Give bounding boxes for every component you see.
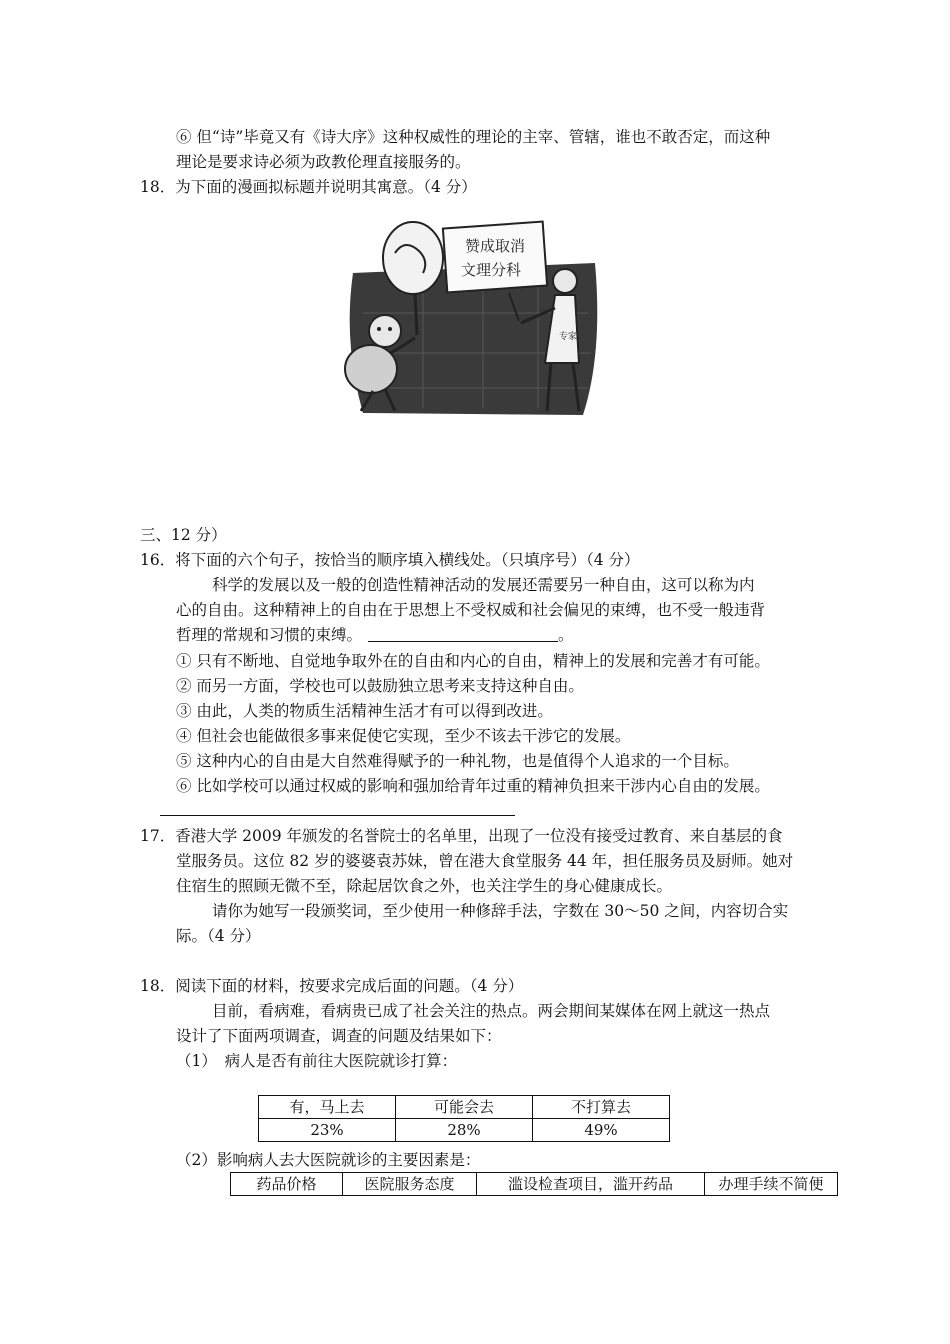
question-number: 16． [140, 551, 176, 569]
q16-item-4: ④ 但社会也能做很多事来促使它实现，至少不该去干涉它的发展。 [176, 727, 631, 745]
q16-item-5: ⑤ 这种内心的自由是大自然难得赋予的一种礼物，也是值得个人追求的一个目标。 [176, 752, 739, 770]
sign-text-line2: 文理分科 [461, 261, 522, 279]
question-number: 18． [140, 178, 176, 196]
table-row [231, 1173, 838, 1196]
survey-2-table [230, 1172, 838, 1196]
question-prompt: 将下面的六个句子，按恰当的顺序填入横线处。（只填序号）（4 分） [175, 551, 640, 569]
q16-item-6: ⑥ 比如学校可以通过权威的影响和强加给青年过重的精神负担来干涉内心自由的发展。 [176, 777, 770, 795]
expert-badge-text: 专家 [559, 332, 578, 342]
table-cell: 49% [533, 1119, 670, 1142]
table-cell: 办理手续不简便 [705, 1173, 838, 1196]
cartoon-illustration [333, 203, 608, 423]
survey-1-label: （1） 病人是否有前往大医院就诊打算： [176, 1052, 458, 1070]
q17-line5: 际。（4 分） [176, 927, 261, 945]
question-number: 17． [140, 827, 176, 845]
end-mark: 。 [558, 626, 574, 644]
question-17 [140, 825, 783, 847]
q18b-line1: 目前，看病难，看病贵已成了社会关注的热点。两会期间某媒体在网上就这一热点 [212, 1002, 771, 1020]
table-cell: 滥设检查项目，滥开药品 [477, 1173, 705, 1196]
question-18a [140, 176, 477, 198]
prev-item-6-line2: 理论是要求诗必须为政教伦理直接服务的。 [176, 153, 471, 171]
question-prompt: 阅读下面的材料，按要求完成后面的问题。（4 分） [175, 977, 524, 995]
answer-blank[interactable] [368, 625, 558, 642]
table-cell: 可能会去 [396, 1096, 533, 1119]
table-row [259, 1119, 670, 1142]
table-cell: 有，马上去 [259, 1096, 396, 1119]
passage-text: 哲理的常规和习惯的束缚。 [176, 626, 363, 644]
q16-item-3: ③ 由此，人类的物质生活精神生活才有可以得到改进。 [176, 702, 553, 720]
table-cell: 23% [259, 1119, 396, 1142]
table-cell: 药品价格 [231, 1173, 343, 1196]
prev-item-6-line1: ⑥ 但“诗”毕竟又有《诗大序》这种权威性的理论的主宰、管辖，谁也不敢否定，而这种 [176, 128, 771, 146]
answer-line[interactable] [160, 815, 515, 816]
question-text: 香港大学 2009 年颁发的名誉院士的名单里，出现了一位没有接受过教育、来自基层的食 [175, 827, 783, 845]
table-row [259, 1096, 670, 1119]
table-cell: 28% [396, 1119, 533, 1142]
question-prompt: 为下面的漫画拟标题并说明其寓意。（4 分） [175, 178, 477, 196]
q16-passage-line3 [176, 624, 574, 646]
q16-passage-line1: 科学的发展以及一般的创造性精神活动的发展还需要另一种自由，这可以称为内 [212, 576, 755, 594]
q17-line2: 堂服务员。这位 82 岁的婆婆袁苏妹，曾在港大食堂服务 44 年，担任服务员及厨师。她对 [176, 852, 794, 870]
q18b-line2: 设计了下面两项调查，调查的问题及结果如下： [176, 1027, 502, 1045]
question-16 [140, 549, 640, 571]
q16-item-1: ① 只有不断地、自觉地争取外在的自由和内心的自由，精神上的发展和完善才有可能。 [176, 652, 770, 670]
table-cell: 不打算去 [533, 1096, 670, 1119]
survey-1-table [258, 1095, 670, 1142]
question-18b [140, 975, 523, 997]
q16-item-2: ② 而另一方面，学校也可以鼓励独立思考来支持这种自由。 [176, 677, 584, 695]
section-3-heading: 三、12 分） [140, 526, 227, 544]
table-cell: 医院服务态度 [343, 1173, 477, 1196]
q17-line4: 请你为她写一段颁奖词，至少使用一种修辞手法，字数在 30～50 之间，内容切合实 [212, 902, 789, 920]
question-number: 18． [140, 977, 176, 995]
survey-2-label: （2）影响病人去大医院就诊的主要因素是： [176, 1151, 481, 1169]
q17-line3: 住宿生的照顾无微不至，除起居饮食之外，也关注学生的身心健康成长。 [176, 877, 673, 895]
sign-text-line1: 赞成取消 [465, 237, 526, 255]
q16-passage-line2: 心的自由。这种精神上的自由在于思想上不受权威和社会偏见的束缚，也不受一般违背 [176, 601, 766, 619]
